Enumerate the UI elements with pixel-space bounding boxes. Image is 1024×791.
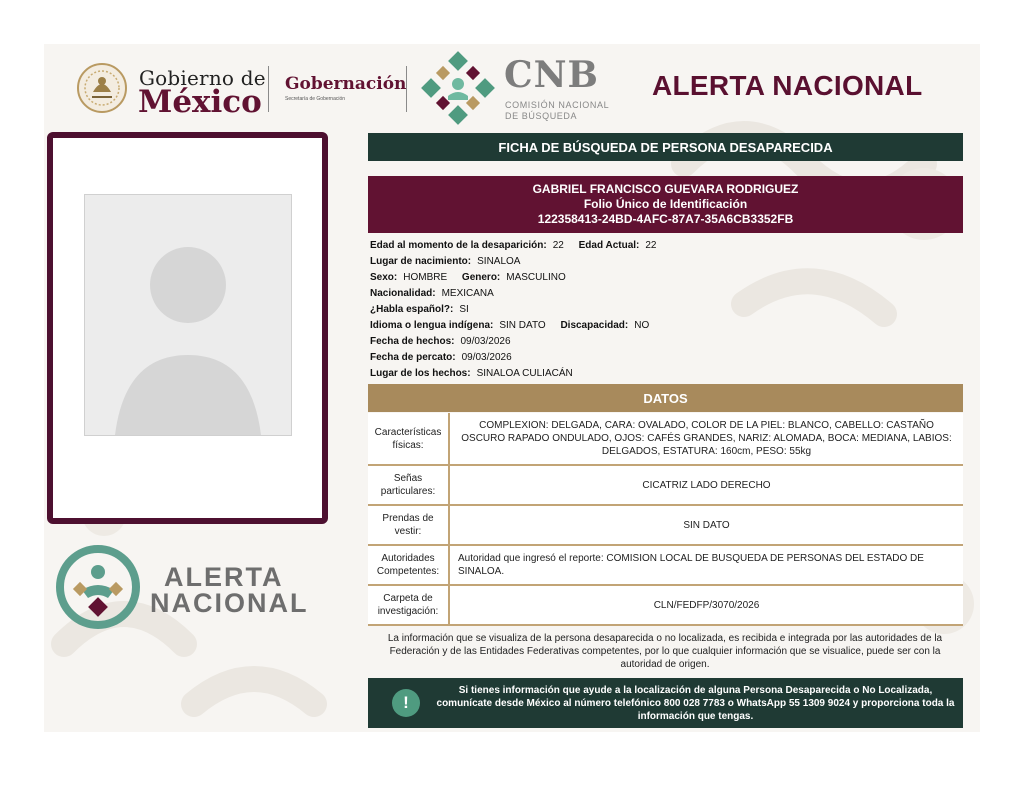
nacionalidad-label: Nacionalidad:: [370, 288, 436, 299]
edad-desaparicion-value: 22: [552, 240, 564, 251]
sexo-label: Sexo:: [370, 272, 398, 283]
cnb-subtitle-2: DE BÚSQUEDA: [505, 111, 578, 121]
gobierno-line1: Gobierno de: [139, 66, 266, 90]
discapacidad-label: Discapacidad:: [560, 320, 629, 331]
fecha-percato-label: Fecha de percato:: [370, 352, 456, 363]
alerta-nacional-logo-icon: [55, 544, 141, 630]
info-row-fecha-hechos: [370, 336, 523, 348]
fecha-hechos-value: 09/03/2026: [460, 336, 511, 347]
prendas-label: Prendas de vestir:: [368, 506, 450, 544]
table-row: [368, 506, 963, 546]
person-name-box: [368, 176, 963, 233]
exclamation-icon: !: [392, 689, 420, 717]
alerta-nacional-heading: ALERTA NACIONAL: [652, 70, 923, 101]
senas-label: Señas particulares:: [368, 466, 450, 504]
fecha-percato-value: 09/03/2026: [461, 352, 512, 363]
table-row: [368, 546, 963, 586]
edad-desaparicion-label: Edad al momento de la desaparición:: [370, 240, 547, 251]
contact-banner: [368, 678, 963, 728]
genero-label: Genero:: [461, 272, 501, 283]
table-row: [368, 466, 963, 506]
folio-label: Folio Único de Identificación: [583, 197, 748, 211]
cnb-title: CNB: [504, 54, 599, 96]
divider: [406, 66, 407, 112]
info-row-idioma: [370, 320, 661, 332]
ficha-title: FICHA DE BÚSQUEDA DE PERSONA DESAPARECIDA: [498, 139, 833, 155]
info-row-fecha-percato: [370, 352, 524, 364]
idioma-label: Idioma o lengua indígena:: [370, 320, 494, 331]
carpeta-value: CLN/FEDFP/3070/2026: [653, 599, 760, 611]
gobernacion-subtitle: Secretaría de Gobernación: [285, 96, 346, 102]
caracteristicas-label: Características físicas:: [368, 413, 450, 464]
photo-placeholder: [84, 194, 292, 436]
caracteristicas-value: COMPLEXION: DELGADA, CARA: OVALADO, COLOR DE LA PIEL: BLANCO, CABELLO: CASTAÑO OSCURO RAPADO ONDULADO, OJOS: CAFÉS GRANDES, NARIZ: ALOMADA, BOCA: MEDIANA, LABIOS: DELGADOS, ESTATURA: 160cm, PESO: 55kg: [461, 420, 952, 457]
person-silhouette-icon: [85, 195, 291, 435]
habla-espanol-value: SI: [459, 304, 469, 315]
edad-actual-value: 22: [645, 240, 657, 251]
table-row: [368, 413, 963, 466]
cnb-subtitle-1: COMISIÓN NACIONAL: [505, 100, 610, 110]
contact-text: Si tienes información que ayude a la localización de alguna Persona Desaparecida o No Localizada, comunícate desde México al número telefónico 800 028 7783 o WhatsApp 55 1309 9024 y proporciona toda la información que tengas.: [436, 684, 955, 722]
cnb-logo-icon: [420, 50, 496, 126]
info-row-lugar-nacimiento: [370, 256, 532, 268]
divider: [268, 66, 269, 112]
lugar-hechos-label: Lugar de los hechos:: [370, 368, 471, 379]
gobernacion-title: Gobernación: [285, 74, 407, 94]
lugar-nacimiento-label: Lugar de nacimiento:: [370, 256, 472, 267]
edad-actual-label: Edad Actual:: [578, 240, 640, 251]
senas-value: CICATRIZ LADO DERECHO: [642, 479, 771, 491]
folio-value: 122358413-24BD-4AFC-87A7-35A6CB3352FB: [537, 212, 794, 226]
disclaimer-text: La información que se visualiza de la persona desaparecida o no localizada, es recibida e integrada por las autoridades de la Federación y de las Entidades Federativas competentes, por lo que cualquier información que se visualice, puede ser con la autoridad de origen.: [387, 633, 943, 670]
autoridades-label: Autoridades Competentes:: [368, 546, 450, 584]
nacionalidad-value: MEXICANA: [441, 288, 494, 299]
alerta-logo-line1: ALERTA: [164, 562, 284, 592]
info-row-edad: [370, 240, 669, 252]
alerta-logo-line2: NACIONAL: [150, 588, 309, 618]
genero-value: MASCULINO: [506, 272, 566, 283]
idioma-value: SIN DATO: [499, 320, 546, 331]
photo-frame: [47, 132, 328, 524]
habla-espanol-label: ¿Habla español?:: [370, 304, 454, 315]
info-row-habla-espanol: [370, 304, 481, 316]
gobierno-line2: México: [138, 84, 262, 120]
table-row: [368, 586, 963, 626]
prendas-value: SIN DATO: [683, 519, 730, 531]
autoridades-value: Autoridad que ingresó el reporte: COMISION LOCAL DE BUSQUEDA DE PERSONAS DEL ESTADO DE SINALOA.: [458, 553, 924, 577]
datos-table: [368, 413, 963, 626]
info-row-nacionalidad: [370, 288, 506, 300]
info-row-lugar-hechos: [370, 368, 585, 380]
escudo-nacional-icon: [76, 62, 128, 114]
lugar-hechos-value: SINALOA CULIACÁN: [476, 368, 573, 379]
datos-title: DATOS: [643, 390, 688, 406]
discapacidad-value: NO: [634, 320, 650, 331]
person-name: GABRIEL FRANCISCO GUEVARA RODRIGUEZ: [532, 182, 799, 196]
ficha-title-bar: [368, 133, 963, 161]
datos-title-bar: [368, 384, 963, 412]
sexo-value: HOMBRE: [403, 272, 448, 283]
fecha-hechos-label: Fecha de hechos:: [370, 336, 455, 347]
lugar-nacimiento-value: SINALOA: [477, 256, 521, 267]
carpeta-label: Carpeta de investigación:: [368, 586, 450, 624]
alert-sheet: [44, 44, 980, 732]
info-row-sexo: [370, 272, 578, 284]
